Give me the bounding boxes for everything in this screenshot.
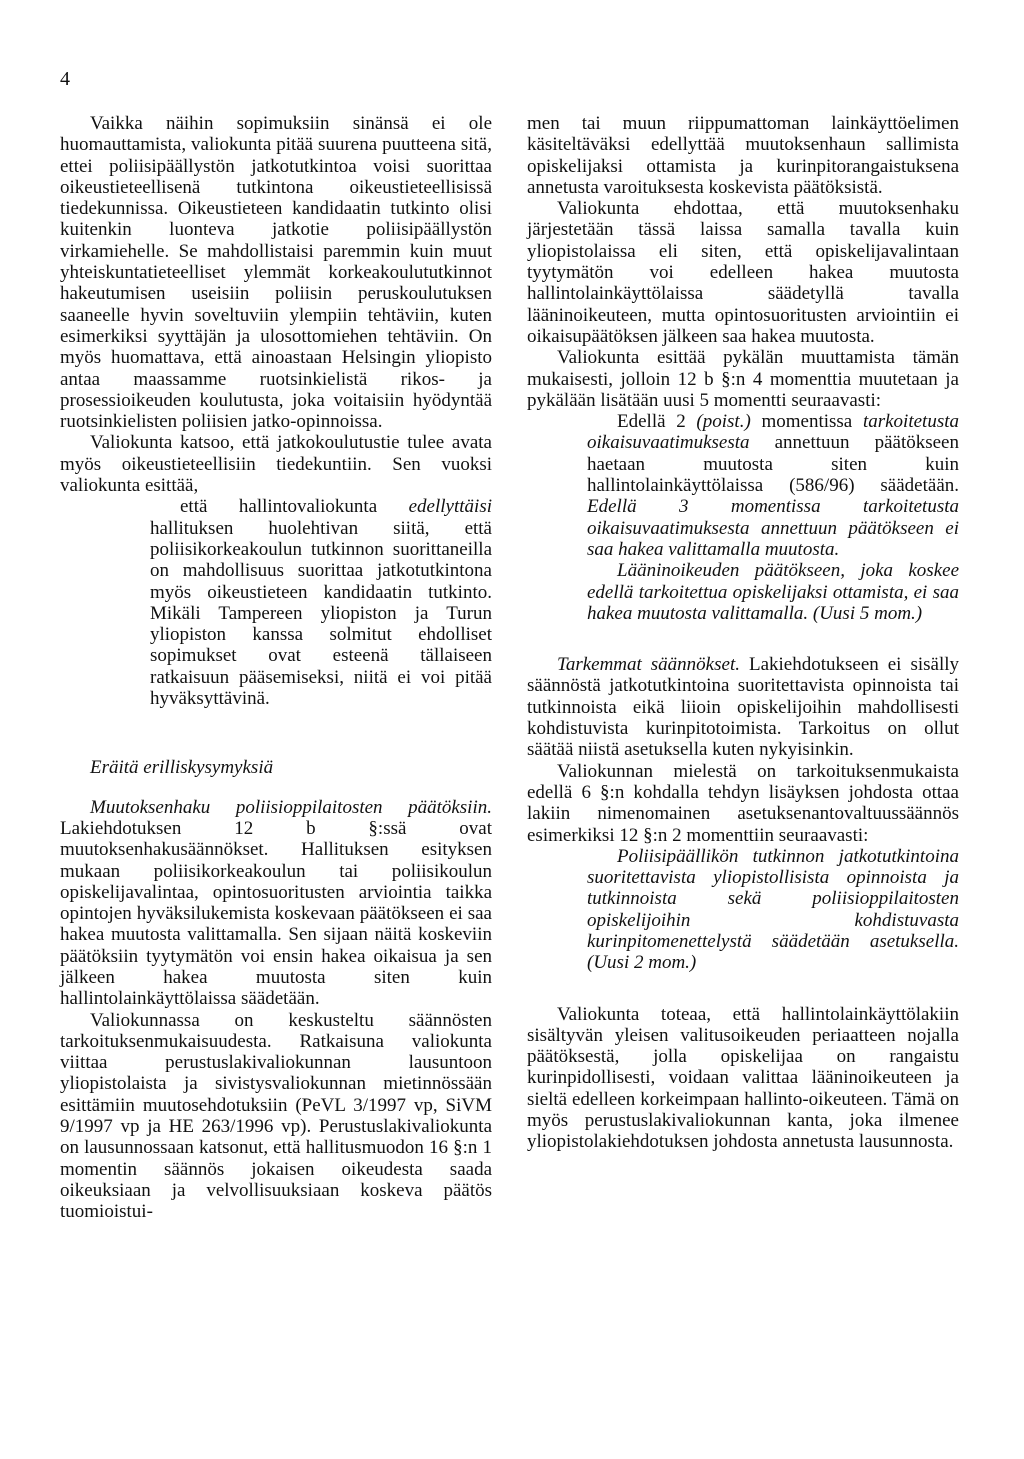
quote-emphasis: (poist.): [696, 411, 751, 433]
page-number: 4: [60, 68, 70, 90]
paragraph: Vaikka näihin sopimuksiin sinänsä ei ole huomauttamista, valiokunta pitää suurena puutteena sitä, ettei poliisipäällystön jatkotutkintoa voisi suorittaa oikeustieteellisenä tutkintona oikeustieteellisissä tiedekunnissa. Oikeustieteen kandidaatin tutkinto olisi kuitenkin luonteva jatkotie poliisipäällystön virkamiehelle. Se mahdollistaisi paremmin kuin muut yhteiskuntatieteelliset ylemmät korkeakoulututkinnot hakeutumisen useisiin poliisin peruskoulutuksen saaneelle hyvin soveltuviin ylempiin tehtäviin, kuten esimerkiksi syyttäjän ja ulosottomiehen tehtäviin. On myös huomattava, että ainoastaan Helsingin yliopisto antaa maassamme ruotsinkielistä rikos- ja prosessioikeuden koulutusta, joka voitaisiin hyödyntää ruotsinkielisten poliisien jatko-opinnoissa.: [60, 113, 492, 433]
quote-text: hallituksen huolehtivan siitä, että poliisikorkeakoulun tutkinnon suorittaneilla on mahdollisuus suorittaa jatkotutkintona myös oikeustieteen kandidaatin tutkinto. Mikäli Tampereen yliopiston ja Turun yliopiston kanssa solmitut ehdolliset sopimukset ovat esteenä tällaiseen ratkaisuun pääsemiseksi, niitä ei voi pitää hyväksyttävinä.: [150, 517, 492, 710]
section-heading: Eräitä erilliskysymyksiä: [90, 757, 274, 779]
quote-text: Edellä 2: [617, 411, 697, 433]
law-text-quote: [587, 846, 959, 974]
law-text-quote: [587, 560, 959, 624]
paragraph: Valiokunnassa on keskusteltu säännösten tarkoituksenmukaisuudesta. Ratkaisuna valiokunta viittaa perustuslakivaliokunnan lausuntoon yliopistolaista ja sivistysvaliokunnan mietinnössään esittämiin muutosehdotuksiin (PeVL 3/1997 vp, SiVM 9/1997 vp ja HE 263/1996 vp). Perustuslakivaliokunta on lausunnossaan katsonut, että hallitusmuodon 16 §:n 1 momentin säännös jokaisen oikeudesta saada oikeuksiaan ja velvollisuuksiaan koskeva päätös tuomioistui-: [60, 1009, 492, 1223]
paragraph: men tai muun riippumattoman lainkäyttöelimen käsiteltäväksi edellyttää muutoksenhaun sallimista opiskelijaksi ottamista ja kurinpitorangaistuksena annetusta varoituksesta koskevista päätöksistä.: [527, 113, 959, 198]
subheading-inline: Muutoksenhaku poliisioppilaitosten päätöksiin.: [90, 796, 492, 818]
paragraph: Valiokunta esittää pykälän muuttamista tämän mukaisesti, jolloin 12 b §:n 4 momenttia muutetaan ja pykälään lisätään uusi 5 momentti seuraavasti:: [527, 347, 959, 411]
quote-emphasis: Poliisipäällikön tutkinnon jatkotutkintoina suoritettavista yliopistollisista opinnoista ja tutkinnoista sekä poliisioppilaitosten opiskelijoihin kohdistuvasta kurinpitomenettelystä säädetään asetuksella.: [587, 845, 959, 952]
quote-text: annettuun päätökseen haetaan muutosta siten kuin hallintolainkäyttölaissa (586/96) säädetään.: [587, 432, 959, 497]
quote-emphasis: edellyttäisi: [408, 496, 492, 518]
proposal-quote: [150, 496, 492, 709]
quote-text: momentissa: [750, 411, 863, 433]
left-column: [60, 113, 492, 1223]
quote-emphasis: Lääninoikeuden päätökseen, joka koskee edellä tarkoitettua opiskelijaksi ottamista, ei saa hakea muutosta valittamalla.: [587, 560, 959, 624]
quote-note: (Uusi 5 mom.): [812, 602, 923, 624]
quote-note: (Uusi 2 mom.): [587, 952, 697, 974]
subheading-inline: Tarkemmat säännökset.: [557, 654, 740, 676]
paragraph: Valiokunta katsoo, että jatkokoulutustie tulee avata myös oikeustieteellisiin tiedekuntiin. Sen vuoksi valiokunta esittää,: [60, 432, 492, 497]
quote-emphasis: Edellä 3 momentissa tarkoitetusta oikaisuvaatimuksesta annettuun päätökseen ei saa hakea valittamalla muutosta.: [587, 496, 959, 560]
law-text-quote: [587, 411, 959, 560]
paragraph-text: Lakiehdotuksen 12 b §:ssä ovat muutoksenhakusäännökset. Hallituksen esityksen mukaan poliisikorkeakoulun tai poliisikoulun opiskelijavalintaa, opintosuoritusten arviointia taikka opintojen hyväksilukemista koskevaan päätökseen ei saa hakea muutosta valittamalla. Sen sijaan näitä koskeviin päätöksiin tyytymätön voi ensin hakea oikaisua ja sen jälkeen hakea muutosta siten kuin hallintolainkäyttölaissa säädetään.: [60, 817, 492, 1010]
paragraph: Valiokunta toteaa, että hallintolainkäyttölakiin sisältyvän yleisen valitusoikeuden periaatteen nojalla päätöksestä, jolla opiskelijaa on rangaistu kurinpidollisesti, voidaan valittaa lääninoikeuteen ja sieltä edelleen korkeimpaan hallinto-oikeuteen. Tämä on myös perustuslakivaliokunnan kanta, joka ilmenee yliopistolakiehdotuksen johdosta annetusta lausunnosta.: [527, 1003, 959, 1153]
paragraph: Valiokunta ehdottaa, että muutoksenhaku järjestetään tässä laissa samalla tavalla kuin yliopistolaissa eli siten, että opiskelijavalintaan tyytymätön voi edelleen hakea muutosta hallintolainkäyttölaissa säädetyllä tavalla lääninoikeuteen, mutta opintosuoritusten arviointiin ei oikaisupäätöksen jälkeen saa hakea muutosta.: [527, 198, 959, 347]
paragraph: [60, 797, 492, 1010]
right-column: [527, 113, 959, 1153]
quote-text: että hallintovaliokunta: [180, 496, 409, 518]
paragraph: Valiokunnan mielestä on tarkoituksenmukaista edellä 6 §:n kohdalla tehdyn lisäyksen johdosta ottaa lakiin nimenomainen asetuksenantovaltuussäännös esimerkiksi 12 §:n 2 momenttiin seuraavasti:: [527, 760, 959, 846]
paragraph: [527, 654, 959, 760]
quote-emphasis: tarkoitetusta oikaisuvaatimuksesta: [587, 411, 959, 454]
paragraph-text: Lakiehdotukseen ei sisälly säännöstä jatkotutkintoina suoritettavista opinnoista tai tutkinnoista eikä liioin opiskelijoihin mahdollisesti kohdistuvista kurinpitotoimista. Tarkoitus on ollut säätää niistä asetuksella kuten nykyisinkin.: [527, 654, 959, 761]
